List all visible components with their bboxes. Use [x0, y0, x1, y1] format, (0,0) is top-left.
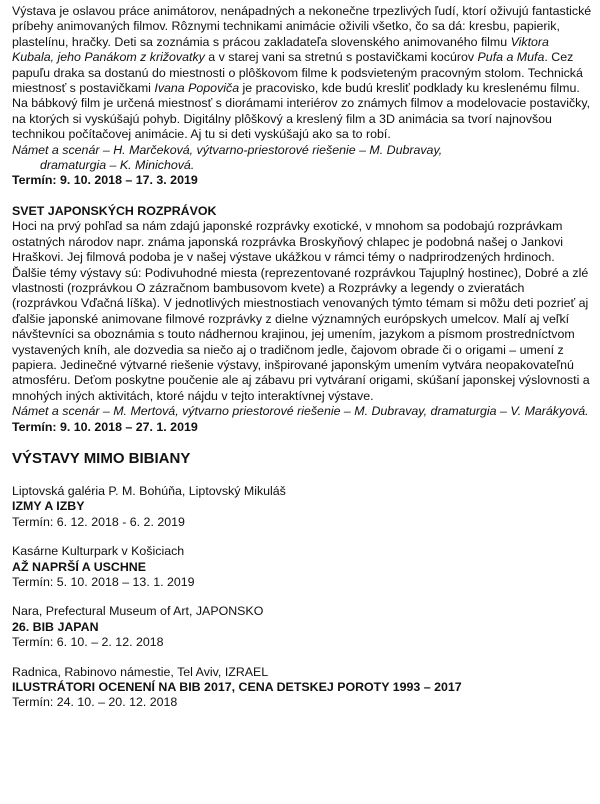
venue-term: Termín: 5. 10. 2018 – 13. 1. 2019 [12, 575, 195, 589]
venue-place: Kasárne Kulturpark v Košiciach [12, 544, 185, 559]
venue-place: Nara, Prefectural Museum of Art, JAPONSKO [12, 604, 264, 619]
venue-entry [12, 665, 592, 711]
venue-term: Termín: 24. 10. – 20. 12. 2018 [12, 695, 178, 710]
venue-name: ILUSTRÁTORI OCENENÍ NA BIB 2017, CENA DETSKEJ POROTY 1993 – 2017 [12, 680, 462, 695]
text-run: je pracovisko, kde budú kresliť podklady ku kreslenému filmu. Na bábkový film je určená miestnosť s diorámami interiérov zo známych filmov a modelovacie postavičky, na ktorých si vyskúšajú pohyb. Digitálny plôškový a kreslený film a 3D animácia sa tvorí najnovšou technikou počítačovej animácie. Aj tu si deti vyskúšajú ako sa to robí. [12, 81, 591, 142]
japan-paragraph: Hoci na prvý pohľad sa nám zdajú japonské rozprávky exotické, v mnohom sa podobajú rozprávkam ostatných národov napr. známa japonská rozprávka Broskyňový chlapec je podobná našej o Jankovi Hraškovi. Jej filmová podoba je v našej výstave ukážkou v rámci témy o nadprirodzených hrdinoch. Ďalšie témy výstavy sú: Podivuhodné miesta (reprezentované rozprávkou Tajuplný hostinec), Dobré a zlé vlastnosti (rozprávkou O zázračnom bambusovom kvete) a Rozprávky a legendy o zvieratách (rozprávkou Vďačná líška). V jednotlivých miestnostiach venovaných týmto témam si môžu deti pozrieť aj ďalšie japonské animovane filmové rozprávky z dielne významných európskych umelcov. Malí aj veľkí návštevníci sa oboznámia s touto nádhernou krajinou, jej umením, jazykom a písmom prostredníctvom vystavených kníh, ale dozvedia sa niečo aj o tradičnom jedle, čajovom obrade či o origami – umení z papiera. Jedinečné výtvarné riešenie výstavy, inšpirované japonským umením vytvára neopakovateľnú atmosféru. Deťom poskytne poučenie ale aj zábavu pri vytváraní origami, skúšaní japonskej výslovnosti a mnohých iných aktivitách, ktoré nájdu v tejto interaktívnej výstave. [12, 219, 590, 403]
text-run-italic: Viktora Kubala, jeho Panákom z križovatky [12, 34, 549, 65]
venue-entry [12, 604, 592, 650]
text-run-italic: Ivana Popoviča [154, 81, 240, 96]
venue-place: Radnica, Rabinovo námestie, Tel Aviv, IZRAEL [12, 664, 269, 679]
venue-entry [12, 544, 592, 590]
animation-credits-line2: dramaturgia – K. Minichová. [40, 158, 195, 173]
venue-name: 26. BIB JAPAN [12, 619, 99, 634]
text-run: a v starej vani sa stretnú s postavičkami kocúrov [204, 50, 478, 65]
venue-term: Termín: 6. 12. 2018 - 6. 2. 2019 [12, 514, 185, 529]
venue-term: Termín: 6. 10. – 2. 12. 2018 [12, 635, 164, 650]
animation-term: Termín: 9. 10. 2018 – 17. 3. 2019 [12, 173, 198, 188]
venue-name: AŽ NAPRŠÍ A USCHNE [12, 559, 147, 574]
animation-paragraph [12, 4, 592, 143]
text-run: Výstava je oslavou práce animátorov, nenápadných a nekonečne trpezlivých ľudí, ktorí oživujú fantastické príbehy animovaných filmov. Rôznymi technikami animácie oživili všetko, čo sa dá: kresbu, papierik, plastelínu, hračky. Deti sa zoznámia s prácou zakladateľa slovenského animovaného filmu [12, 4, 592, 49]
animation-credits-line1: Námet a scenár – H. Marčeková, výtvarno-priestorové riešenie – M. Dubravay, [12, 142, 443, 157]
text-run-italic: Pufa a Mufa [477, 50, 545, 65]
outside-heading: VÝSTAVY MIMO BIBIANY [12, 449, 191, 467]
text-run: . Cez papuľu draka sa dostanú do miestnosti o plôškovom filme k podsvieteným pracovným stolom. Technická miestnosť s postavičkami [12, 50, 583, 96]
japan-term: Termín: 9. 10. 2018 – 27. 1. 2019 [12, 419, 198, 434]
venue-entry [12, 484, 592, 530]
japan-credits: Námet a scenár – M. Mertová, výtvarno priestorové riešenie – M. Dubravay, dramaturgia – V. Marákyová. [12, 404, 589, 419]
japan-section-title: SVET JAPONSKÝCH ROZPRÁVOK [12, 203, 217, 218]
venue-name: IZMY A IZBY [12, 499, 85, 514]
venue-place: Liptovská galéria P. M. Bohúňa, Liptovský Mikuláš [12, 483, 286, 498]
